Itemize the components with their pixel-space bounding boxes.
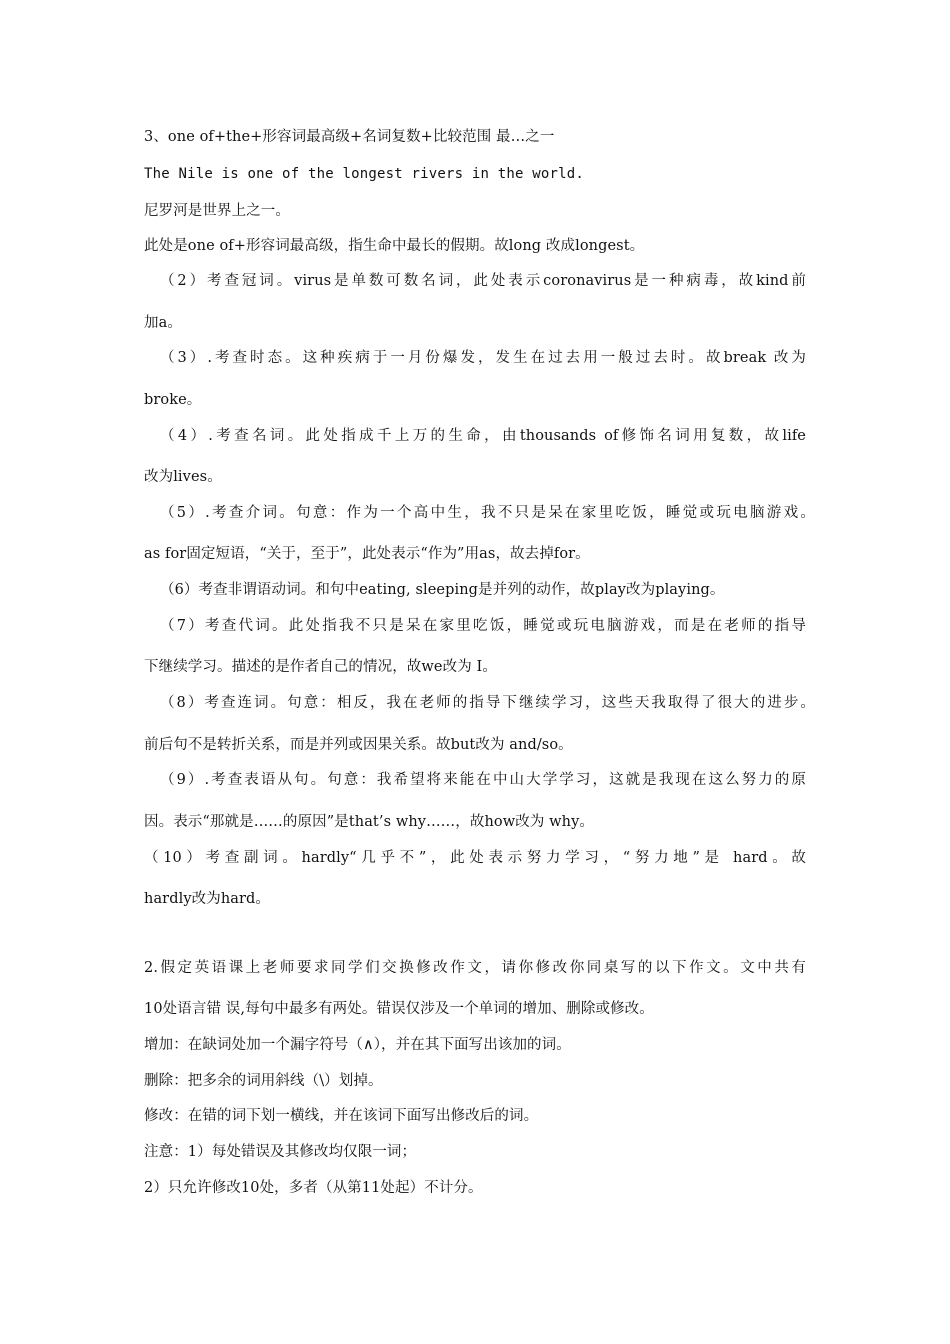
question-2-intro-line-2: 10处语言错 误,每句中最多有两处。错误仅涉及一个单词的增加、删除或修改。	[144, 1001, 654, 1017]
explanation-4-line-2: 改为lives。	[144, 469, 222, 485]
explanation-10-line-2: hardly改为hard。	[144, 891, 271, 907]
explanation-8-line-2: 前后句不是转折关系，而是并列或因果关系。故but改为 and/so。	[144, 737, 573, 753]
example-sentence-english: The Nile is one of the longest rivers in the world.	[144, 166, 585, 182]
instruction-add: 增加：在缺词处加一个漏字符号（∧），并在其下面写出该加的词。	[144, 1037, 571, 1053]
question-2-intro-line-1: 2.假定英语课上老师要求同学们交换修改作文，请你修改你同桌写的以下作文。文中共有	[144, 960, 806, 976]
explanation-10-line-1: （10）考查副词。hardly“几乎不”，此处表示努力学习，“努力地”是 hard。故	[144, 850, 806, 866]
explanation-2-line-1: （2）考查冠词。virus是单数可数名词，此处表示coronavirus是一种病毒，故kind前	[160, 273, 806, 289]
note-1: 注意：1）每处错误及其修改均仅限一词；	[144, 1144, 417, 1160]
explanation-7-line-2: 下继续学习。描述的是作者自己的情况，故we改为 I。	[144, 659, 497, 675]
explanation-3-line-1: （3）.考查时态。这种疾病于一月份爆发，发生在过去用一般过去时。故break 改为	[160, 350, 806, 366]
explanation-5-line-2: as for固定短语，“关于，至于”，此处表示“作为”用as，故去掉for。	[144, 546, 590, 562]
explanation-6: （6）考查非谓语动词。和句中eating, sleeping是并列的动作，故play改为playing。	[160, 582, 725, 598]
example-sentence-chinese: 尼罗河是世界上之一。	[144, 203, 290, 219]
explanation-3-line-2: broke。	[144, 392, 202, 408]
note-2: 2）只允许修改10处，多者（从第11处起）不计分。	[144, 1180, 483, 1196]
heading-one-of-superlative: 3、one of+the+形容词最高级+名词复数+比较范围 最…之一	[144, 129, 555, 145]
explanation-4-line-1: （4）.考查名词。此处指成千上万的生命，由thousands of修饰名词用复数，故life	[160, 428, 806, 444]
explanation-1: 此处是one of+形容词最高级，指生命中最长的假期。故long 改成longest。	[144, 238, 645, 254]
explanation-2-line-2: 加a。	[144, 315, 182, 331]
explanation-7-line-1: （7）考查代词。此处指我不只是呆在家里吃饭，睡觉或玩电脑游戏，而是在老师的指导	[160, 618, 806, 634]
explanation-9-line-1: （9）.考查表语从句。句意：我希望将来能在中山大学学习，这就是我现在这么努力的原	[160, 772, 806, 788]
explanation-8-line-1: （8）考查连词。句意：相反，我在老师的指导下继续学习，这些天我取得了很大的进步。	[160, 695, 815, 711]
instruction-delete: 删除：把多余的词用斜线（\）划掉。	[144, 1073, 383, 1089]
explanation-5-line-1: （5）.考查介词。句意：作为一个高中生，我不只是呆在家里吃饭，睡觉或玩电脑游戏。	[160, 505, 815, 521]
explanation-9-line-2: 因。表示“那就是……的原因”是that’s why……，故how改为 why。	[144, 814, 594, 830]
instruction-modify: 修改：在错的词下划一横线，并在该词下面写出修改后的词。	[144, 1108, 539, 1124]
